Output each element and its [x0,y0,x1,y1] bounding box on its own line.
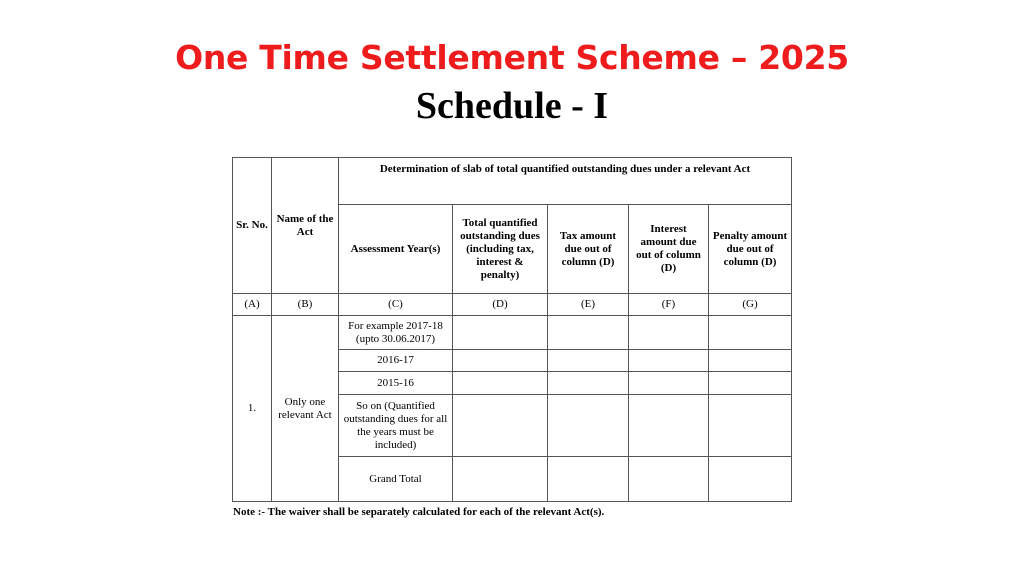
column-letter: (E) [548,294,629,316]
footnote: Note :- The waiver shall be separately calculated for each of the relevant Act(s). [233,506,605,518]
table-row [233,316,792,350]
empty-cell [709,395,792,457]
schedule-table [232,157,792,502]
empty-cell [709,316,792,350]
empty-cell [709,350,792,372]
empty-cell [629,457,709,502]
empty-cell [629,316,709,350]
column-letter: (C) [339,294,453,316]
year-cell: 2015-16 [339,372,453,395]
column-letter: (F) [629,294,709,316]
year-cell: For example 2017-18 (upto 30.06.2017) [339,316,453,350]
header-group: Determination of slab of total quantified outstanding dues under a relevant Act [339,158,792,205]
header-assessment-year: Assessment Year(s) [339,205,453,294]
grand-total-label: Grand Total [339,457,453,502]
header-total-dues: Total quantified outstanding dues (including tax, interest & penalty) [453,205,548,294]
page-subtitle: Schedule - I [415,85,609,127]
empty-cell [548,457,629,502]
empty-cell [453,395,548,457]
column-letter: (A) [233,294,272,316]
page-title: One Time Settlement Scheme – 2025 [175,38,849,77]
empty-cell [709,457,792,502]
row-act-name: Only one relevant Act [272,316,339,502]
empty-cell [548,316,629,350]
header-penalty-amount: Penalty amount due out of column (D) [709,205,792,294]
year-cell: 2016-17 [339,350,453,372]
empty-cell [548,395,629,457]
empty-cell [629,350,709,372]
empty-cell [629,395,709,457]
header-interest-amount: Interest amount due out of column (D) [629,205,709,294]
empty-cell [548,372,629,395]
empty-cell [548,350,629,372]
column-letter: (G) [709,294,792,316]
empty-cell [453,372,548,395]
empty-cell [629,372,709,395]
empty-cell [453,350,548,372]
empty-cell [453,316,548,350]
empty-cell [709,372,792,395]
row-sr-no: 1. [233,316,272,502]
header-name-of-act: Name of the Act [272,158,339,294]
column-letter-row [233,294,792,316]
column-letter: (D) [453,294,548,316]
header-sr-no: Sr. No. [233,158,272,294]
empty-cell [453,457,548,502]
column-letter: (B) [272,294,339,316]
year-cell: So on (Quantified outstanding dues for all the years must be included) [339,395,453,457]
header-tax-amount: Tax amount due out of column (D) [548,205,629,294]
